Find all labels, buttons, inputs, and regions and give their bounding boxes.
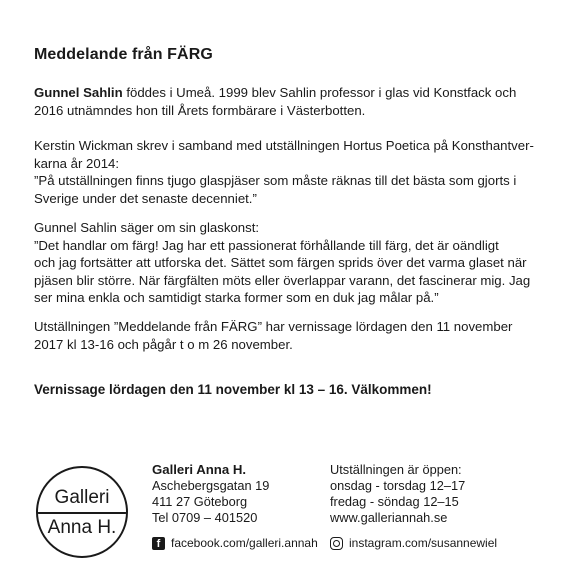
artist-quote-line-5: ser mina enkla och samtidigt starka former som en duk jag målar på.”: [34, 290, 439, 305]
review-quote-paragraph: [34, 137, 544, 207]
intro-text: föddes i Umeå. 1999 blev Sahlin professor i glas vid Konstfack och 2016 utnämndes hon till Årets formbärare i Västerbotten.: [34, 85, 517, 118]
gallery-logo: [36, 466, 128, 558]
hours-weekend: fredag - söndag 12–15: [330, 494, 459, 509]
artist-quote-line-1: Gunnel Sahlin säger om sin glaskonst:: [34, 220, 260, 235]
review-line-1: Kerstin Wickman skrev i samband med utställningen Hortus Poetica på Konsthantver-: [34, 138, 534, 153]
vernissage-announcement: Vernissage lördagen den 11 november kl 13 – 16. Välkommen!: [34, 382, 432, 397]
facebook-url: facebook.com/galleri.annah: [171, 536, 318, 550]
artist-quote-line-3: och jag fortsätter att utforska det. Sättet som färgen sprids över det varma glaset när: [34, 255, 527, 270]
review-line-4: Sverige under det senaste decenniet.”: [34, 190, 257, 206]
artist-quote-line-4: pjäsen blir större. När färgfälten möts eller överlappar varann, det fascinerar mig. Jag: [34, 272, 531, 288]
logo-text-top: Galleri: [54, 487, 110, 508]
opening-hours: [330, 462, 465, 526]
gallery-address: [152, 462, 269, 526]
gallery-website-link[interactable]: www.galleriannah.se: [330, 510, 448, 525]
logo-text-bottom: Anna H.: [47, 517, 117, 538]
instagram-url: instagram.com/susannewiel: [349, 536, 498, 550]
hours-weekday: onsdag - torsdag 12–17: [330, 478, 466, 493]
instagram-icon: [330, 537, 343, 550]
artist-quote-paragraph: [34, 219, 544, 307]
artist-name: Gunnel Sahlin: [34, 85, 123, 100]
gallery-name: Galleri Anna H.: [152, 462, 247, 477]
gallery-street: Aschebergsgatan 19: [152, 478, 270, 493]
facebook-icon: f: [152, 537, 165, 550]
exhibition-line-2: 2017 kl 13-16 och pågår t o m 26 november.: [34, 336, 293, 352]
facebook-link[interactable]: [152, 536, 318, 550]
logo-divider: [38, 512, 126, 514]
gallery-phone: Tel 0709 – 401520: [152, 510, 258, 525]
exhibition-info-paragraph: [34, 318, 544, 353]
hours-title: Utställningen är öppen:: [330, 462, 462, 477]
gallery-city: 411 27 Göteborg: [152, 494, 248, 509]
artist-quote-line-2: ”Det handlar om färg! Jag har ett passionerat förhållande till färg, det är oändligt: [34, 237, 499, 253]
page-title: Meddelande från FÄRG: [34, 46, 213, 63]
exhibition-line-1: Utställningen ”Meddelande från FÄRG” har vernissage lördagen den 11 november: [34, 319, 513, 334]
review-line-3: ”På utställningen finns tjugo glaspjäser som måste räknas till det bästa som gjorts i: [34, 173, 517, 188]
instagram-link[interactable]: [330, 536, 497, 550]
review-line-2: karna år 2014:: [34, 155, 120, 171]
intro-paragraph: [34, 84, 544, 119]
